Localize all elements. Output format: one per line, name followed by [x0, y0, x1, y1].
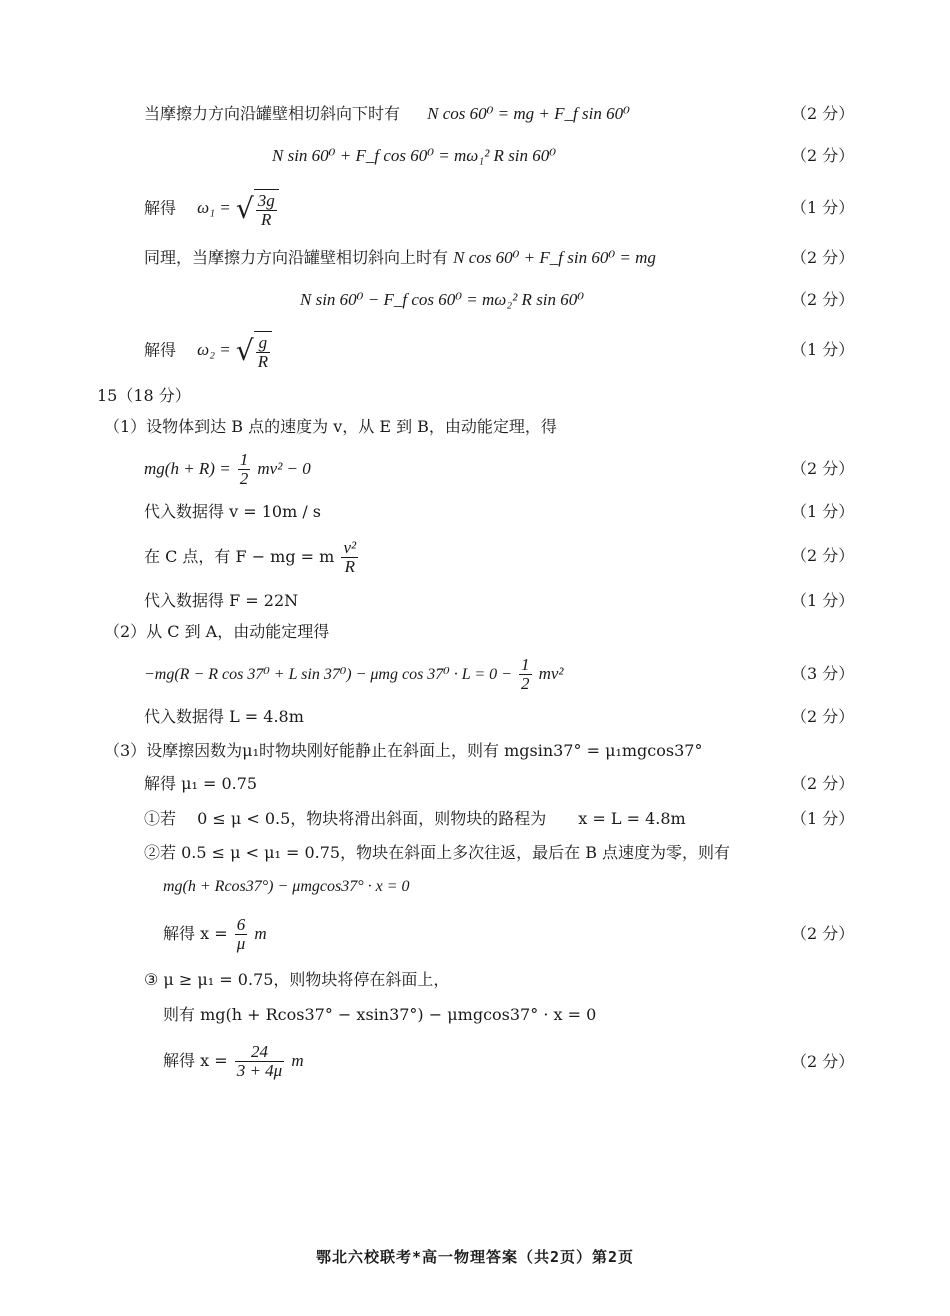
fraction: [235, 916, 248, 953]
score: （2 分）: [791, 707, 855, 726]
frac-den: R: [260, 210, 272, 230]
score: （2 分）: [791, 248, 855, 267]
part3-case3-eq: 则有 mg(h + Rcos37° − xsin37°) − μmgcos37° · x = 0: [163, 1005, 597, 1024]
frac-den: 3 + 4μ: [236, 1061, 283, 1080]
line-friction-down-text: 当摩擦力方向沿罐壁相切斜向下时有: [144, 104, 401, 123]
part3-mu1: 解得 μ₁ = 0.75: [144, 774, 258, 793]
eq-lhs: −mg(R − R cos 37⁰ + L sin 37⁰) − μmg cos 37⁰ · L = 0 −: [144, 666, 512, 683]
score: （2 分）: [791, 104, 855, 123]
eq-rhs: mv² − 0: [257, 459, 311, 478]
omega1-lhs: ω₁ =: [197, 198, 231, 218]
part3-case3: ③ μ ≥ μ₁ = 0.75，则物块将停在斜面上，: [144, 970, 450, 989]
eq-horizontal-up: N sin 60⁰ − F_f cos 60⁰ = mω₂² R sin 60⁰: [300, 290, 585, 309]
part2-length: 代入数据得 L = 4.8m: [144, 707, 304, 726]
eq-rhs: m: [291, 1051, 304, 1070]
score: （1 分）: [791, 340, 855, 359]
frac-num: v²: [343, 538, 357, 557]
part3-intro: （3）设摩擦因数为μ₁时物块刚好能静止在斜面上，则有 mgsin37° = μ₁mgcos37°: [104, 741, 703, 760]
score: （2 分）: [791, 774, 855, 793]
eq-lhs: 在 C 点，有 F − mg = m: [144, 547, 335, 566]
frac-num: 1: [239, 450, 249, 469]
score: （2 分）: [791, 546, 855, 565]
frac-den: 2: [239, 469, 249, 488]
score: （2 分）: [791, 459, 855, 478]
score: （2 分）: [791, 146, 855, 165]
part3-case2-solution: [163, 912, 267, 956]
fraction: [341, 539, 358, 576]
part1-energy-eq: [144, 448, 311, 490]
eq-rhs: mv²: [538, 664, 564, 683]
frac-den: μ: [236, 934, 246, 953]
fraction: [519, 656, 532, 693]
eq-lhs: 解得 x =: [163, 1051, 228, 1070]
omega2-lhs: ω₂ =: [197, 340, 231, 360]
line-friction-up-eq: N cos 60⁰ + F_f sin 60⁰ = mg: [453, 248, 656, 267]
line-friction-down: [144, 104, 630, 124]
score: （1 分）: [791, 198, 855, 217]
eq-rhs: m: [254, 924, 267, 943]
frac-num: 1: [521, 655, 530, 674]
line-friction-up: [144, 248, 656, 268]
part3-case2: ②若 0.5 ≤ μ < μ₁ = 0.75，物块在斜面上多次往返，最后在 B 点速度为零，则有: [144, 843, 731, 862]
part3-case3-solution: [163, 1039, 304, 1083]
score: （1 分）: [791, 809, 855, 828]
sqrt-expression: √ $\frac{3g}{R}$: [236, 188, 279, 230]
solution-omega1: [144, 188, 279, 230]
fraction: [235, 1043, 285, 1080]
solution-label: 解得: [144, 198, 177, 218]
score: （2 分）: [791, 1052, 855, 1071]
part2-intro: （2）从 C 到 A，由动能定理得: [104, 622, 330, 641]
score: （3 分）: [791, 664, 855, 683]
frac-num: 24: [235, 1043, 285, 1062]
score: （1 分）: [791, 502, 855, 521]
part1-intro: （1）设物体到达 B 点的速度为 v，从 E 到 B，由动能定理，得: [104, 417, 557, 436]
question-15-header: 15（18 分）: [97, 386, 191, 405]
frac-num: 6: [235, 916, 248, 935]
frac-den: R: [344, 557, 355, 576]
part1-force: 代入数据得 F = 22N: [144, 591, 299, 610]
solution-label: 解得: [144, 340, 177, 360]
page-footer: 鄂北六校联考*高一物理答案（共2页）第2页: [315, 1248, 635, 1266]
frac-num: 3g: [257, 191, 275, 211]
score: （2 分）: [791, 290, 855, 309]
frac-den: R: [257, 352, 269, 372]
part3-case1: ①若 0 ≤ μ < 0.5，物块将滑出斜面，则物块的路程为 x = L = 4.8m: [144, 809, 686, 828]
part1-velocity: 代入数据得 v = 10m / s: [144, 502, 322, 521]
eq-lhs: 解得 x =: [163, 924, 228, 943]
eq-horizontal-down: N sin 60⁰ + F_f cos 60⁰ = mω₁² R sin 60⁰: [272, 146, 557, 165]
fraction: [238, 451, 251, 488]
sqrt-expression: √ $\frac{g}{R}$: [236, 330, 272, 372]
solution-omega2: [144, 330, 272, 372]
part2-energy-eq: [144, 652, 564, 697]
eq-lhs: mg(h + R) =: [144, 459, 231, 478]
part1-force-eq: [144, 535, 360, 579]
line-friction-down-eq: N cos 60⁰ = mg + F_f sin 60⁰: [427, 104, 630, 123]
part3-case2-eq: mg(h + Rcos37°) − μmgcos37° · x = 0: [163, 878, 410, 895]
frac-den: 2: [521, 674, 530, 693]
score: （1 分）: [791, 591, 855, 610]
frac-num: g: [256, 334, 270, 353]
line-friction-up-text: 同理，当摩擦力方向沿罐壁相切斜向上时有: [144, 248, 449, 267]
score: （2 分）: [791, 924, 855, 943]
